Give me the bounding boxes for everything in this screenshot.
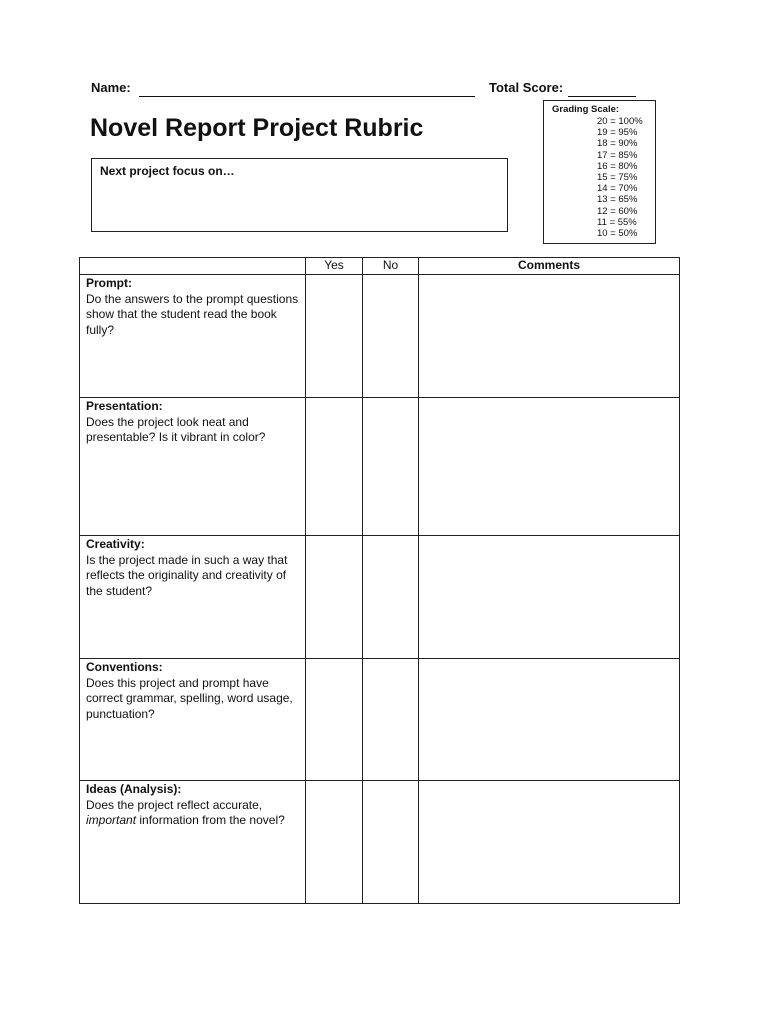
- comments-cell[interactable]: [419, 275, 680, 398]
- grading-scale-title: Grading Scale:: [552, 104, 620, 115]
- no-cell[interactable]: [363, 659, 419, 781]
- criteria-question: Does the project look neat and presentable? Is it vibrant in color?: [86, 414, 266, 444]
- yes-cell[interactable]: [306, 398, 363, 536]
- criteria-heading: Prompt:: [86, 276, 132, 290]
- no-cell[interactable]: [363, 781, 419, 904]
- grading-scale-item: 20 = 100%: [597, 116, 643, 127]
- total-score-line[interactable]: [568, 96, 636, 97]
- no-cell[interactable]: [363, 398, 419, 536]
- criteria-cell: [80, 536, 306, 659]
- criteria-question: Does this project and prompt have correct grammar, spelling, word usage, punctuation?: [86, 675, 293, 721]
- grading-scale-item: 15 = 75%: [597, 172, 638, 184]
- table-row-creativity: [80, 536, 680, 659]
- no-cell[interactable]: [363, 275, 419, 398]
- criteria-cell: [80, 781, 306, 904]
- comments-cell[interactable]: [419, 536, 680, 659]
- table-row-presentation: [80, 398, 680, 536]
- grading-scale-item: 19 = 95%: [597, 127, 638, 139]
- grading-scale-item: 17 = 85%: [597, 149, 638, 161]
- grading-scale-item: 13 = 65%: [597, 194, 638, 206]
- grading-scale-item: 10 = 50%: [597, 228, 638, 240]
- comments-cell[interactable]: [419, 398, 680, 536]
- criteria-heading: Conventions:: [86, 660, 163, 674]
- criteria-question: Is the project made in such a way that reflects the originality and creativity of the student?: [86, 552, 288, 598]
- focus-label: Next project focus on…: [100, 164, 235, 178]
- table-row-prompt: [80, 275, 680, 398]
- criteria-heading: Ideas (Analysis):: [86, 782, 182, 796]
- column-header-criteria: [80, 258, 306, 275]
- table-row-ideas: [80, 781, 680, 904]
- yes-cell[interactable]: [306, 275, 363, 398]
- grading-scale-list: [597, 116, 643, 239]
- grading-scale-item: 18 = 90%: [597, 138, 638, 150]
- table-row-conventions: [80, 659, 680, 781]
- column-header-no: No: [363, 258, 419, 275]
- table-header-row: [80, 258, 680, 275]
- no-cell[interactable]: [363, 536, 419, 659]
- column-header-comments: Comments: [419, 258, 680, 275]
- criteria-cell: [80, 659, 306, 781]
- grading-scale-item: 14 = 70%: [597, 183, 638, 195]
- question-text-after: information from the novel?: [139, 813, 285, 827]
- question-emphasis: important: [86, 813, 137, 827]
- comments-cell[interactable]: [419, 659, 680, 781]
- rubric-table: [79, 257, 680, 904]
- grading-scale-box: [543, 100, 656, 244]
- question-text-before: Does the project reflect accurate,: [86, 797, 263, 812]
- criteria-cell: [80, 398, 306, 536]
- comments-cell[interactable]: [419, 781, 680, 904]
- yes-cell[interactable]: [306, 781, 363, 904]
- criteria-heading: Creativity:: [86, 537, 145, 551]
- total-score-label: Total Score:: [489, 80, 564, 95]
- grading-scale-item: 11 = 55%: [597, 216, 637, 228]
- criteria-question: Do the answers to the prompt questions show that the student read the book fully?: [86, 291, 299, 337]
- yes-cell[interactable]: [306, 659, 363, 781]
- name-line[interactable]: [139, 96, 475, 97]
- column-header-yes: Yes: [306, 258, 363, 275]
- name-label: Name:: [91, 80, 131, 95]
- page-title: Novel Report Project Rubric: [90, 114, 424, 142]
- grading-scale-item: 16 = 80%: [597, 160, 638, 172]
- grading-scale-item: 12 = 60%: [597, 205, 638, 217]
- criteria-question: [86, 798, 299, 829]
- focus-box[interactable]: [91, 158, 508, 232]
- criteria-heading: Presentation:: [86, 399, 163, 413]
- criteria-cell: [80, 275, 306, 398]
- yes-cell[interactable]: [306, 536, 363, 659]
